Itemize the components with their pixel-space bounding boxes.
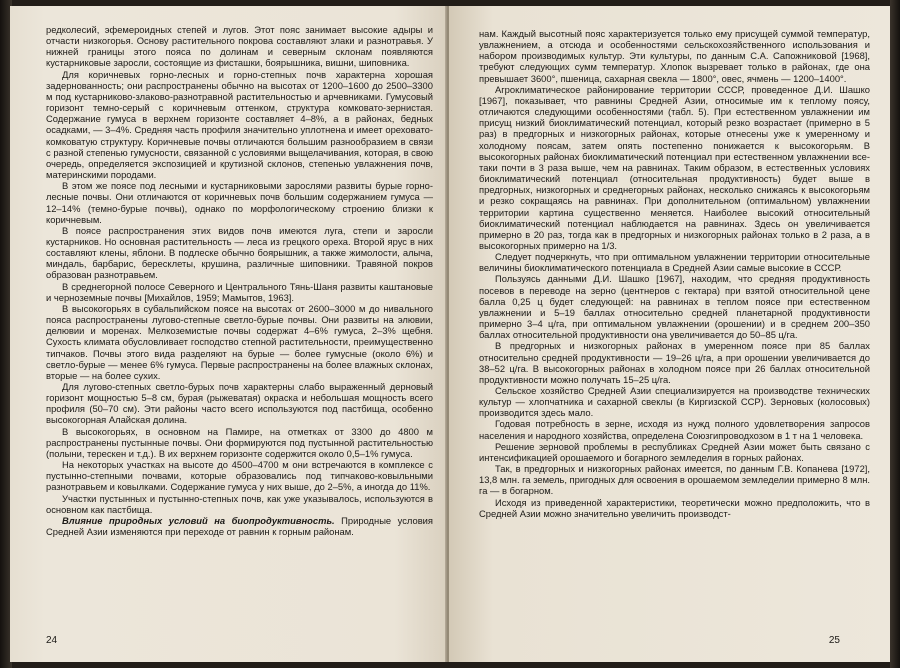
left-page xyxy=(10,6,447,662)
right-paragraph-10: Исходя из приведенной характеристики, теоретически можно предположить, что в Средней Азии можно значительно увеличить производст- xyxy=(479,496,870,519)
left-paragraph-8: В высокогорьях, в основном на Памире, на отметках от 3300 до 4800 м распространены пустынные почвы. Они формируются под пустынной растительностью (полыни, терескен и т.д.). В их верхнем горизонте содержится около 0,5–1% гумуса. xyxy=(46,425,433,459)
right-page xyxy=(449,6,892,662)
left-paragraph-3: В этом же поясе под лесными и кустарниковыми зарослями развиты бурые горно-лесные почвы. Они отличаются от коричневых почв большим содержанием гумуса — 12–14% (темно-бурые почвы), однако по морфологическому строению близки к коричневым. xyxy=(46,180,433,225)
right-paragraph-3: Следует подчеркнуть, что при оптимальном увлажнении территории относительные величины биоклиматического потенциала в Средней Азии самые высокие в СССР. xyxy=(479,251,870,274)
left-paragraph-2: Для коричневых горно-лесных и горно-степных почв характерна хорошая задернованность; они распространены обычно на высотах от 1200–1600 до 2500–3300 м под кустарниково-злаково-разнотравной растительностью и арчевниками. Гумусовый горизонт темно-серый с коричневым оттенком, структура комковато-зернистая. Содержание гумуса в верхнем горизонте составляет 4–8%, а в районах, бедных осадками, — 3–4%. Средняя часть профиля значительно уплотнена и имеет ореховато-комковатую структуру. Коричневые почвы отличаются большим разнообразием в связи с разной степенью гумусности, связанной с условиями выщелачивания, которая, в свою очередь, определяется экспозицией и крутизной склонов, степенью увлажнения почв, материнскими породами. xyxy=(46,68,433,181)
section-heading: Влияние природных условий на биопродуктивность. xyxy=(62,514,335,526)
right-paragraph-6: Сельское хозяйство Средней Азии специализируется на производстве технических культур — хлопчатника и сахарной свеклы (в Киргизской ССР). Зерновых (колосовых) производится здесь мало. xyxy=(479,385,870,419)
page-number-left: 24 xyxy=(46,634,58,646)
left-paragraph-11 xyxy=(46,515,433,537)
right-paragraph-5: В предгорных и низкогорных районах в умеренном поясе при 85 баллах относительно средней продуктивности — 19–26 ц/га, а при орошении увеличивается до 38–52 ц/га. В высокогорных районах в холодном поясе при 26 баллах относительной продуктивности можно получать 15–25 ц/га. xyxy=(479,340,870,385)
right-paragraph-7: Годовая потребность в зерне, исходя из нужд полного удовлетворения запросов населения и народного хозяйства, определена Союзгипроводхозом в 1 т на 1 человека. xyxy=(479,418,870,441)
left-paragraph-10: Участки пустынных и пустынно-степных почв, как уже указывалось, используются в основном как пастбища. xyxy=(46,492,433,515)
left-paragraph-1: редколесий, эфемероидных степей и лугов. Этот пояс занимает высокие адыры и отчасти низкогорья. Основу растительного покрова составляют злаки и разнотравья. У нижней границы этого пояса по долинам и северным склонам появляются кустарниковые заросли, состоящие из фисташки, боярышника, вишни, шиповника. xyxy=(46,24,433,69)
right-paragraph-1: нам. Каждый высотный пояс характеризуется только ему присущей суммой температур, увлажнением, а отсюда и особенностями сельскохозяйственного использования и набором производимых культур. Эти культуры, по данным С.А. Сапожниковой [1968], требуют следующих сумм температур. Хлопок вызревает только в районах, где она превышает 3600°, пшеница, сахарная свекла — 1800°, овес, ячмень — 1200–1400°. xyxy=(479,28,870,84)
book-edge-right xyxy=(890,0,900,668)
right-paragraph-2: Агроклиматическое районирование территории СССР, проведенное Д.И. Шашко [1967], показывает, что равнины Средней Азии, относимые им к теплому поясу, отличаются следующими особенностями (табл. 5). При естественном увлажнении им присущ низкий биоклиматический потенциал, который резко возрастает (примерно в 5 раз) в предгорных и низкогорных районах, которые отнесены уже к умеренному и холодному поясам, затем опять постепенно понижается к высокогорьям. В высокогорных районах биоклиматический потенциал при естественном увлажнении все-таки почти в 3 раза выше, чем на равнинах. Таким образом, в естественных условиях биоклиматический потенциал (относительная продуктивность) будет выше в предгорных, низкогорных и среднегорных районах, несколько снижаясь к высокогорьям и резко сокращаясь на равнинах. При дополнительном (оптимальном) увлажнении территории картина существенно меняется. Наиболее высокий относительный биоклиматический потенциал наблюдается на равнинах. Здесь он увеличивается примерно в 20 раз, тогда как в предгорных и низкогорных районах только в 2 раза, а в высокогорных примерно на 1/3. xyxy=(479,83,870,251)
left-paragraph-5: В среднегорной полосе Северного и Центрального Тянь-Шаня развиты каштановые и черноземные почвы [Михайлов, 1959; Мамытов, 1963]. xyxy=(46,280,433,303)
right-paragraph-9: Так, в предгорных и низкогорных районах имеется, по данным Г.В. Копанева [1972], 13,8 млн. га земель, пригодных для освоения в орошаемом земледелии примерно 8 млн. га — в богарном. xyxy=(479,463,870,497)
section-heading-text: Природные условия Средней Азии изменяются при переходе от равнин к горным районам. xyxy=(46,514,433,538)
left-paragraph-9: На некоторых участках на высоте до 4500–4700 м они встречаются в комплексе с пустынно-степными почвами, которые образовались под типчаково-ковыльными разнотравьем и ковылками. Содержание гумуса у них выше, до 2–5%, а иногда до 11%. xyxy=(46,459,433,493)
right-paragraph-4: Пользуясь данными Д.И. Шашко [1967], находим, что средняя продуктивность посевов в переводе на зерно (центнеров с гектара) при взятой относительной цене балла 0,25 ц будет следующей: на равнинах в теплом поясе при естественном увлажнении и 5–19 баллах относительно средней планетарной продуктивности примерно 3–4 ц/га, при оптимальном увлажнении (орошении) и в среднем 200–350 баллах относительной продуктивности она увеличивается до 50–85 ц/га. xyxy=(479,273,870,341)
left-paragraph-6: В высокогорьях в субальпийском поясе на высотах от 2600–3000 м до нивального пояса распространены лугово-степные светло-бурые почвы. Они развиты на элювии, делювии и моренах. Мелкоземистые почвы содержат 4–6% гумуса, 2–3% щебня. Сухость климата обусловливает господство степной растительности, преимущественно типчаков. Почвы этого вида разделяют на бурые — более гумусные (около 6%) и светло-бурые — менее 6% гумуса. Первые распространены на более влажных склонах, вторые — на более сухих. xyxy=(46,302,433,381)
right-paragraph-8: Решение зерновой проблемы в республиках Средней Азии может быть связано с интенсификацией орошаемого и богарного земледелия в горных районах. xyxy=(479,440,870,463)
left-paragraph-7: Для лугово-степных светло-бурых почв характерны слабо выраженный дерновый горизонт мощностью 5–8 см, бурая (рыжеватая) окраска и небольшая мощность всего профиля (50–70 см). Эти районы часто всего используются под пастбища, особенно высокогорная Алайская долина. xyxy=(46,381,433,426)
left-paragraph-4: В поясе распространения этих видов почв имеются луга, степи и заросли кустарников. Но основная растительность — леса из грецкого ореха. Второй ярус в них составляют клены, яблони. В подлеске обычно боярышник, а также жимолости, алыча, миндаль, барбарис, бересклеты, крушина, различные шиповники. Травяной покров образован разнотравьем. xyxy=(46,224,433,281)
page-number-right: 25 xyxy=(828,634,840,646)
